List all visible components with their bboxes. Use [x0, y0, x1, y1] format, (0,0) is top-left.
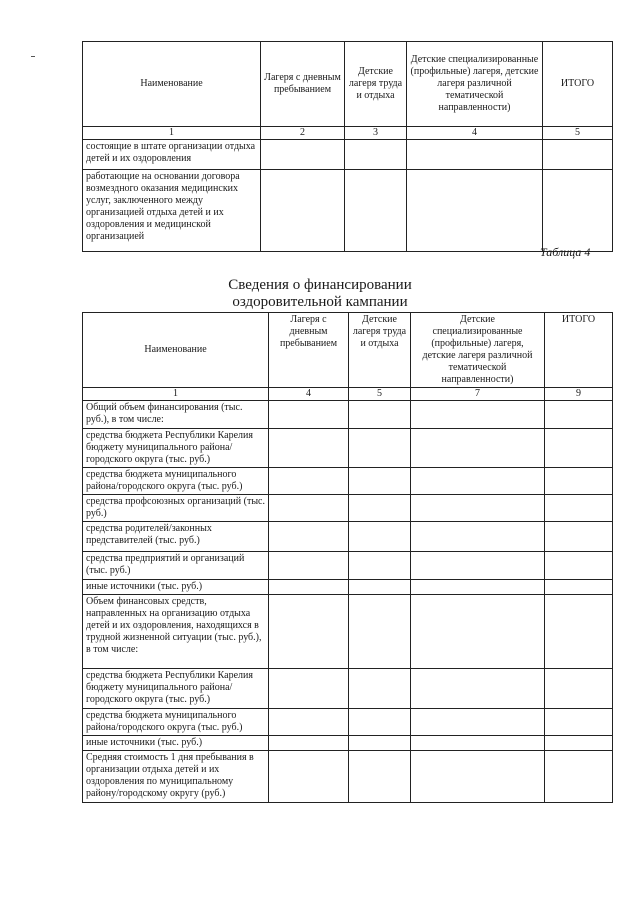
- t2-header-day-camps: Лагеря с дневным пребыванием: [269, 313, 349, 388]
- t2-row-label: средства бюджета муниципального района/городского округа (тыс. руб.): [83, 468, 269, 495]
- t2-col-number: 9: [545, 388, 613, 401]
- t2-cell[interactable]: [411, 429, 545, 468]
- t2-cell[interactable]: [349, 495, 411, 522]
- t2-cell[interactable]: [349, 429, 411, 468]
- t2-cell[interactable]: [349, 401, 411, 429]
- t1-cell[interactable]: [407, 170, 543, 252]
- t2-cell[interactable]: [349, 709, 411, 736]
- t2-cell[interactable]: [269, 751, 349, 803]
- t1-cell[interactable]: [345, 140, 407, 170]
- t2-row-label: средства профсоюзных организаций (тыс. руб.): [83, 495, 269, 522]
- t2-cell[interactable]: [411, 468, 545, 495]
- t2-header-name: Наименование: [83, 313, 269, 388]
- t2-cell[interactable]: [269, 495, 349, 522]
- section-title: Сведения о финансировании: [228, 277, 412, 293]
- t2-row-label: Общий объем финансирования (тыс. руб.), в том числе:: [83, 401, 269, 429]
- t2-cell[interactable]: [349, 751, 411, 803]
- t1-header-specialized-camps: Детские специализированные (профильные) лагеря, детские лагеря различной тематической направленности): [407, 42, 543, 127]
- t2-cell[interactable]: [269, 552, 349, 580]
- financing-table: [82, 312, 613, 803]
- section-subtitle: оздоровительной кампании: [232, 294, 408, 310]
- t2-cell[interactable]: [349, 595, 411, 669]
- staff-table: [82, 41, 613, 252]
- t2-row-label: Средняя стоимость 1 дня пребывания в организации отдыха детей и их оздоровления по муниципальному району/городскому округу (руб.): [83, 751, 269, 803]
- t1-cell[interactable]: [261, 170, 345, 252]
- t2-cell[interactable]: [545, 669, 613, 709]
- t1-row-label: состоящие в штате организации отдыха детей и их оздоровления: [83, 140, 261, 170]
- t2-row-label: средства бюджета Республики Карелия бюджету муниципального района/городского округа (тыс. руб.): [83, 429, 269, 468]
- t2-cell[interactable]: [545, 595, 613, 669]
- margin-mark: [31, 56, 35, 57]
- t1-cell[interactable]: [543, 170, 613, 252]
- t2-cell[interactable]: [269, 580, 349, 595]
- t2-cell[interactable]: [545, 552, 613, 580]
- t2-cell[interactable]: [269, 595, 349, 669]
- t2-cell[interactable]: [349, 669, 411, 709]
- t2-cell[interactable]: [411, 595, 545, 669]
- t2-cell[interactable]: [269, 429, 349, 468]
- t2-cell[interactable]: [411, 495, 545, 522]
- t2-cell[interactable]: [411, 580, 545, 595]
- t2-cell[interactable]: [545, 401, 613, 429]
- t2-cell[interactable]: [411, 401, 545, 429]
- t2-col-number: 4: [269, 388, 349, 401]
- t2-cell[interactable]: [349, 522, 411, 552]
- t2-cell[interactable]: [545, 709, 613, 736]
- t1-header-total: ИТОГО: [543, 42, 613, 127]
- t1-col-number: 2: [261, 127, 345, 140]
- t2-row-label: средства бюджета Республики Карелия бюджету муниципального района/городского округа (тыс. руб.): [83, 669, 269, 709]
- t1-header-labor-camps: Детские лагеря труда и отдыха: [345, 42, 407, 127]
- t1-col-number: 1: [83, 127, 261, 140]
- t2-cell[interactable]: [545, 429, 613, 468]
- t2-header-specialized-camps: Детские специализированные (профильные) лагеря, детские лагеря различной тематической направленности): [411, 313, 545, 388]
- t2-cell[interactable]: [545, 580, 613, 595]
- table-caption: Таблица 4: [540, 245, 591, 259]
- t1-col-number: 4: [407, 127, 543, 140]
- t2-cell[interactable]: [269, 736, 349, 751]
- t2-cell[interactable]: [411, 709, 545, 736]
- t2-row-label: иные источники (тыс. руб.): [83, 580, 269, 595]
- t2-col-number: 5: [349, 388, 411, 401]
- t2-col-number: 1: [83, 388, 269, 401]
- t2-cell[interactable]: [269, 522, 349, 552]
- t2-cell[interactable]: [349, 580, 411, 595]
- t2-cell[interactable]: [269, 401, 349, 429]
- t1-col-number: 3: [345, 127, 407, 140]
- t2-cell[interactable]: [545, 736, 613, 751]
- t1-cell[interactable]: [543, 140, 613, 170]
- t2-row-label: средства предприятий и организаций (тыс. руб.): [83, 552, 269, 580]
- t2-cell[interactable]: [545, 751, 613, 803]
- t1-cell[interactable]: [345, 170, 407, 252]
- t1-cell[interactable]: [407, 140, 543, 170]
- t2-cell[interactable]: [349, 552, 411, 580]
- t2-row-label: иные источники (тыс. руб.): [83, 736, 269, 751]
- t2-cell[interactable]: [269, 468, 349, 495]
- t2-cell[interactable]: [349, 736, 411, 751]
- t2-row-label: средства бюджета муниципального района/городского округа (тыс. руб.): [83, 709, 269, 736]
- t2-row-label: средства родителей/законных представителей (тыс. руб.): [83, 522, 269, 552]
- t2-header-labor-camps: Детские лагеря труда и отдыха: [349, 313, 411, 388]
- t2-header-total: ИТОГО: [545, 313, 613, 388]
- t2-cell[interactable]: [411, 669, 545, 709]
- t1-col-number: 5: [543, 127, 613, 140]
- t1-header-name: Наименование: [83, 42, 261, 127]
- t2-cell[interactable]: [411, 522, 545, 552]
- t2-cell[interactable]: [269, 669, 349, 709]
- t2-cell[interactable]: [411, 552, 545, 580]
- t1-cell[interactable]: [261, 140, 345, 170]
- t2-cell[interactable]: [545, 468, 613, 495]
- t2-cell[interactable]: [545, 495, 613, 522]
- t2-row-label: Объем финансовых средств, направленных на организацию отдыха детей и их оздоровления, находящихся в трудной жизненной ситуации (тыс. руб.), в том числе:: [83, 595, 269, 669]
- t2-cell[interactable]: [411, 736, 545, 751]
- t2-cell[interactable]: [545, 522, 613, 552]
- t2-col-number: 7: [411, 388, 545, 401]
- t1-header-day-camps: Лагеря с дневным пребыванием: [261, 42, 345, 127]
- t1-row-label: работающие на основании договора возмездного оказания медицинских услуг, заключенного между организацией отдыха детей и их оздоровления и медицинской организацией: [83, 170, 261, 252]
- t2-cell[interactable]: [411, 751, 545, 803]
- t2-cell[interactable]: [269, 709, 349, 736]
- t2-cell[interactable]: [349, 468, 411, 495]
